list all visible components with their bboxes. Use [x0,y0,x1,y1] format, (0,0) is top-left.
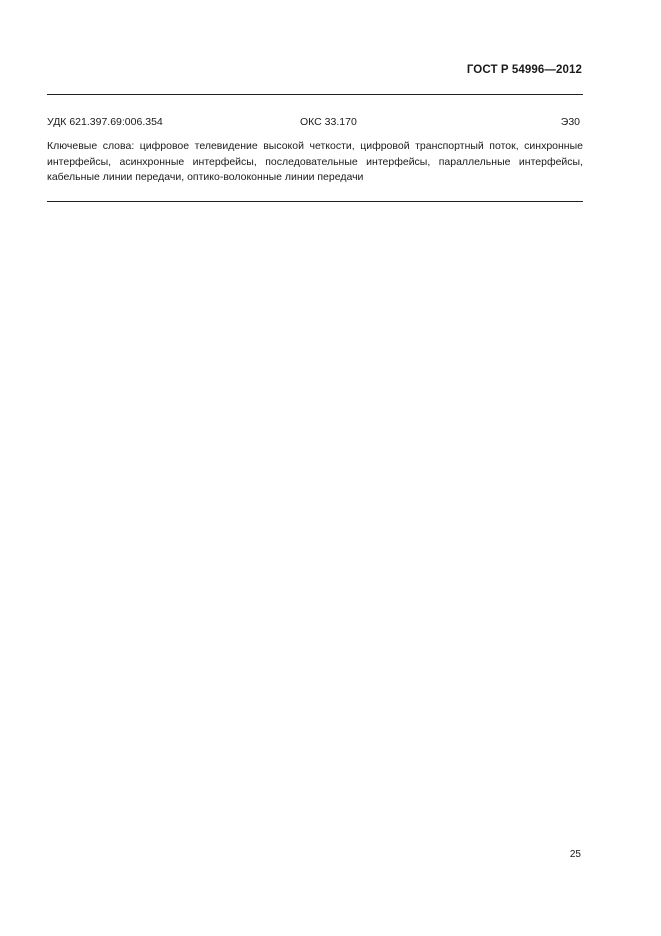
udk-code: УДК 621.397.69:006.354 [47,116,163,128]
classification-row [47,116,580,130]
page-number: 25 [569,849,581,860]
keywords-line: интерфейсы, асинхронные интерфейсы, последовательные интерфейсы, параллельные интерфейсы, [47,155,583,168]
group-code: Э30 [560,116,580,128]
bottom-divider [47,201,583,202]
keywords-line: кабельные линии передачи, оптико-волоконные линии передачи [47,171,364,183]
top-divider [47,94,583,95]
oks-code: ОКС 33.170 [300,116,357,128]
standard-code-header: ГОСТ Р 54996—2012 [466,64,582,76]
keywords-line: Ключевые слова: цифровое телевидение высокой четкости, цифровой транспортный поток, синхронные [47,140,583,152]
keywords-paragraph [47,139,583,186]
